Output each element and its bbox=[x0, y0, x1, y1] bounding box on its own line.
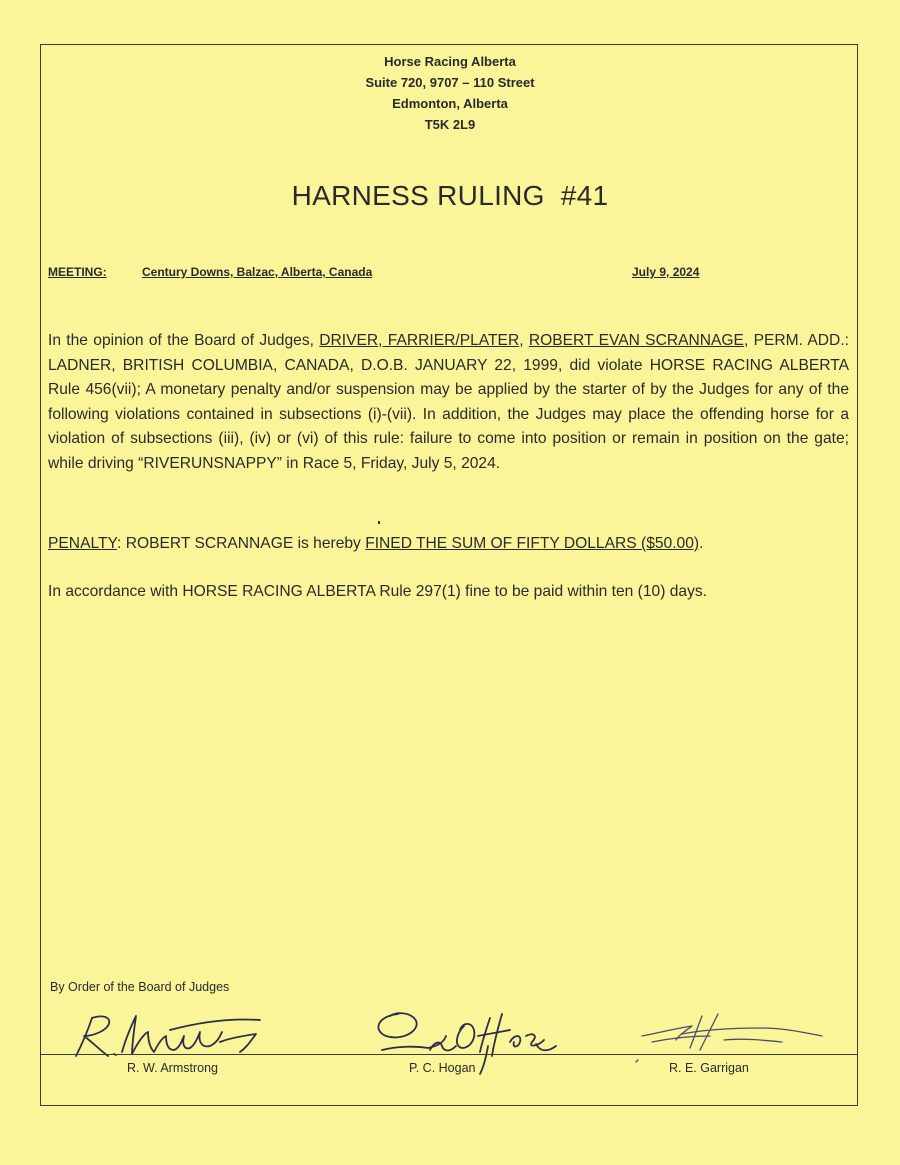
order-of-board: By Order of the Board of Judges bbox=[50, 980, 230, 994]
judge-name-hogan: P. C. Hogan bbox=[409, 1061, 476, 1075]
meeting-date: July 9, 2024 bbox=[632, 265, 700, 279]
penalty-end: . bbox=[699, 535, 704, 552]
postal-code: T5K 2L9 bbox=[424, 117, 476, 132]
ruling-sep: , bbox=[519, 332, 529, 349]
ruling-intro: In the opinion of the Board of Judges, bbox=[48, 332, 320, 349]
title-text: HARNESS RULING bbox=[291, 180, 545, 211]
penalty-label: PENALTY bbox=[48, 535, 118, 552]
ruling-details: , PERM. ADD.: LADNER, BRITISH COLUMBIA, CANADA, D.O.B. JANUARY 22, 1999, did violate HORSE RACING ALBERTA Rule 456(vii); A monetary penalty and/or suspension may be applied by the starter of by the Judges for any of the following violations contained in subsections (i)-(vii). In addition, the Judges may place the offending horse for a violation of subsections (iii), (iv) or (vi) of this rule: failure to come into position or remain in position on the gate; while driving “RIVERUNSNAPPY” in Race 5, Friday, July 5, 2024. bbox=[48, 332, 849, 472]
letterhead bbox=[0, 51, 900, 135]
meeting-label: MEETING: bbox=[48, 265, 107, 279]
signature-line bbox=[40, 1054, 857, 1055]
penalty-fine: FINED THE SUM OF FIFTY DOLLARS ($50.00) bbox=[365, 535, 700, 552]
document-title bbox=[0, 180, 900, 212]
judge-name-garrigan: R. E. Garrigan bbox=[669, 1061, 749, 1075]
accordance-line: In accordance with HORSE RACING ALBERTA Rule 297(1) fine to be paid within ten (10) days. bbox=[48, 583, 708, 600]
judge-name-armstrong: R. W. Armstrong bbox=[127, 1061, 218, 1075]
address-line-2: Edmonton, Alberta bbox=[392, 96, 508, 111]
ruling-role: DRIVER, FARRIER/PLATER bbox=[319, 332, 520, 349]
ruling-name: ROBERT EVAN SCRANNAGE bbox=[528, 332, 744, 349]
penalty-line bbox=[48, 535, 848, 553]
ruling-number: #41 bbox=[560, 180, 609, 211]
organization-name: Horse Racing Alberta bbox=[384, 54, 516, 69]
meeting-place: Century Downs, Balzac, Alberta, Canada bbox=[142, 265, 373, 279]
address-line-1: Suite 720, 9707 – 110 Street bbox=[365, 75, 535, 90]
stray-mark bbox=[378, 521, 380, 524]
penalty-text: : ROBERT SCRANNAGE is hereby bbox=[117, 535, 366, 552]
ruling-paragraph bbox=[48, 329, 849, 476]
